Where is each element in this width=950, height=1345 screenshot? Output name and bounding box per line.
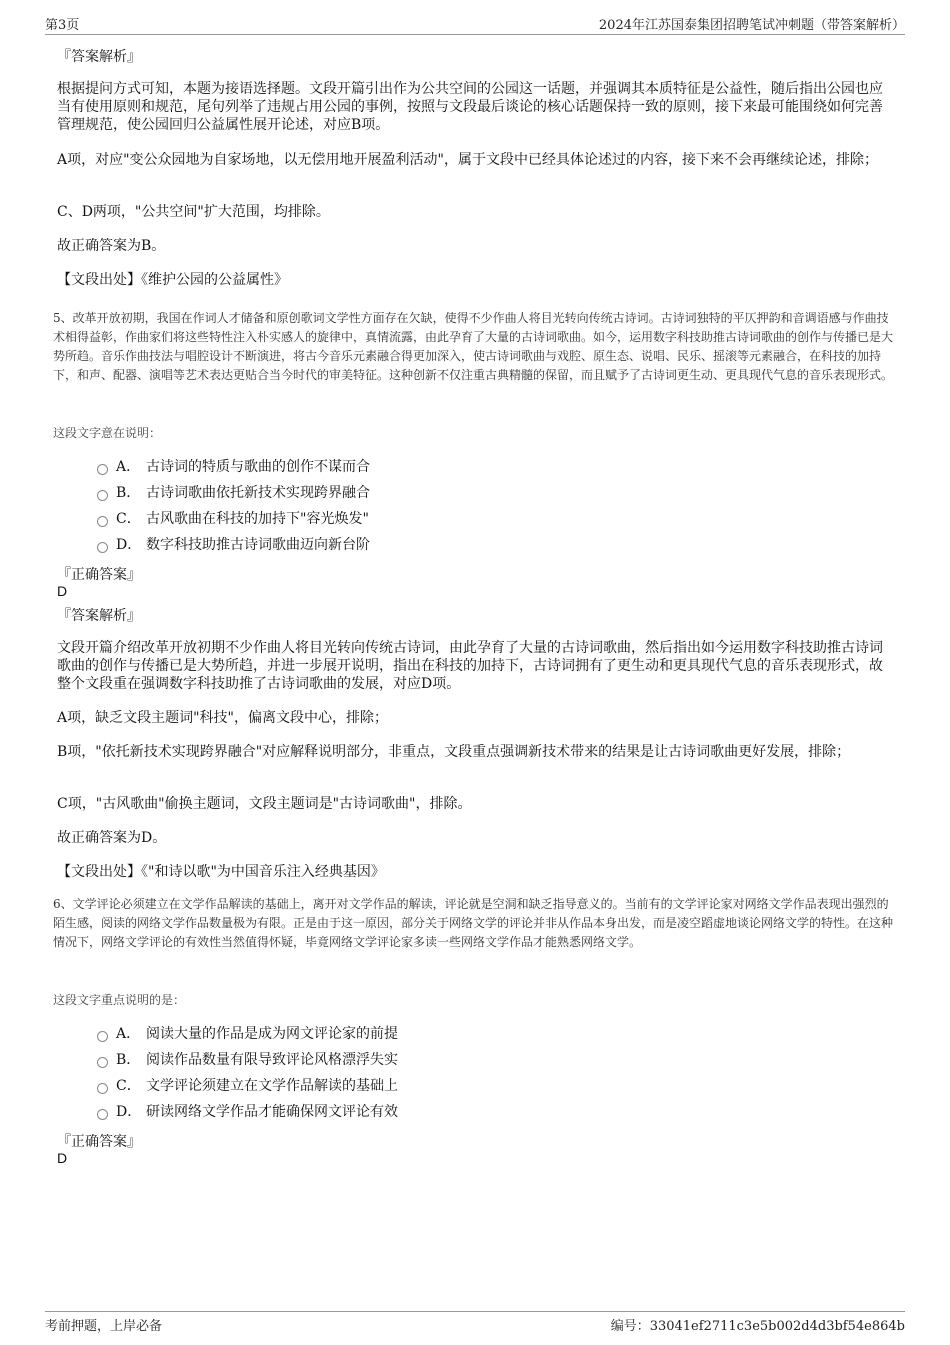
- document-title: 2024年江苏国泰集团招聘笔试冲刺题（带答案解析）: [598, 18, 905, 33]
- option-letter: C．: [116, 511, 141, 527]
- option-text: 古诗词的特质与歌曲的创作不谋而合: [146, 459, 370, 475]
- radio-button[interactable]: [97, 1109, 108, 1120]
- option-letter: A．: [116, 459, 141, 475]
- radio-button[interactable]: [97, 1083, 108, 1094]
- q6-option-b[interactable]: [97, 1050, 398, 1070]
- q5-option-d[interactable]: [97, 535, 370, 555]
- q4-analysis-option-cd: C、D两项，"公共空间"扩大范围，均排除。: [57, 204, 330, 220]
- option-text: 阅读作品数量有限导致评论风格漂浮失实: [146, 1052, 398, 1068]
- q6-option-a[interactable]: [97, 1024, 398, 1044]
- q5-analysis-label: 『答案解析』: [57, 608, 141, 624]
- option-letter: A．: [116, 1026, 141, 1042]
- option-text: 数字科技助推古诗词歌曲迈向新台阶: [146, 537, 370, 553]
- q5-analysis-option-a: A项，缺乏文段主题词"科技"，偏离文段中心，排除；: [57, 710, 388, 726]
- q4-source: 【文段出处】《维护公园的公益属性》: [57, 272, 288, 288]
- q5-source: 【文段出处】《"和诗以歌"为中国音乐注入经典基因》: [57, 864, 385, 880]
- radio-button[interactable]: [97, 542, 108, 553]
- q5-option-c[interactable]: [97, 509, 369, 529]
- q5-option-a[interactable]: [97, 457, 370, 477]
- document-code: 编号：33041ef2711c3e5b002d4d3bf54e864b: [610, 1319, 905, 1334]
- q5-stem: 5、改革开放初期，我国在作词人才储备和原创歌词文学性方面存在欠缺，使得不少作曲人将目光转向传统古诗词。古诗词独特的平仄押韵和音调语感与作曲技术相得益彰，作曲家们将这些特性注入朴实感人的旋律中，真情流露，由此孕育了大量的古诗词歌曲。如今，运用数字科技助推古诗词歌曲的创作与传播已是大势所趋。音乐作曲技法与唱腔设计不断演进，将古今音乐元素融合得更加深入，使古诗词歌曲与戏腔、原生态、说唱、民乐、摇滚等元素融合，在科技的加持下，和声、配器、演唱等艺术表达更贴合当今时代的审美特征。这种创新不仅注重古典精髓的保留，而且赋予了古诗词更生动、更具现代气息的音乐表现形式。: [53, 311, 894, 382]
- option-text: 古风歌曲在科技的加持下"容光焕发": [146, 511, 369, 527]
- q6-option-c[interactable]: [97, 1076, 398, 1096]
- option-letter: B．: [116, 1052, 141, 1068]
- q6-stem: 6、文学评论必须建立在文学作品解读的基础上，离开对文学作品的解读，评论就是空洞和缺乏指导意义的。当前有的文学评论家对网络文学作品表现出强烈的陌生感，阅读的网络文学作品数量极为有限。正是由于这一原因，部分关于网络文学的评论并非从作品本身出发，而是凌空蹈虚地谈论网络文学的特性。在这种情况下，网络文学评论的有效性当然值得怀疑，毕竟网络文学评论家多读一些网络文学作品才能熟悉网络文学。: [53, 897, 894, 949]
- radio-button[interactable]: [97, 516, 108, 527]
- q5-answer-label: 『正确答案』: [57, 567, 141, 583]
- q6-option-d[interactable]: [97, 1102, 398, 1122]
- q5-analysis-paragraph: 文段开篇介绍改革开放初期不少作曲人将目光转向传统古诗词，由此孕育了大量的古诗词歌曲，然后指出如今运用数字科技助推古诗词歌曲的创作与传播已是大势所趋，并进一步展开说明，指出在科技的加持下，古诗词拥有了更生动和更具现代气息的音乐表现形式，故整个文段重在强调数字科技助推了古诗词歌曲的发展，对应D项。: [57, 640, 883, 692]
- q6-answer: D: [57, 1150, 68, 1166]
- q5-prompt: 这段文字意在说明：: [53, 426, 162, 440]
- radio-button[interactable]: [97, 1057, 108, 1068]
- q4-conclusion: 故正确答案为B。: [57, 238, 166, 254]
- option-text: 文学评论须建立在文学作品解读的基础上: [146, 1078, 398, 1094]
- q5-analysis-option-b: B项，"依托新技术实现跨界融合"对应解释说明部分，非重点，文段重点强调新技术带来的结果是让古诗词歌曲更好发展，排除；: [57, 744, 851, 760]
- option-letter: D．: [116, 537, 142, 553]
- option-text: 阅读大量的作品是成为网文评论家的前提: [146, 1026, 398, 1042]
- option-text: 古诗词歌曲依托新技术实现跨界融合: [146, 485, 370, 501]
- radio-button[interactable]: [97, 464, 108, 475]
- q5-conclusion: 故正确答案为D。: [57, 830, 167, 846]
- option-letter: C．: [116, 1078, 141, 1094]
- option-letter: B．: [116, 485, 141, 501]
- q5-answer: D: [57, 583, 68, 599]
- option-text: 研读网络文学作品才能确保网文评论有效: [146, 1104, 398, 1120]
- radio-button[interactable]: [97, 490, 108, 501]
- q4-analysis-label: 『答案解析』: [57, 49, 141, 65]
- q5-option-b[interactable]: [97, 483, 370, 503]
- radio-button[interactable]: [97, 1031, 108, 1042]
- q6-answer-label: 『正确答案』: [57, 1134, 141, 1150]
- footer-slogan: 考前押题，上岸必备: [45, 1319, 163, 1334]
- q4-analysis-option-a: A项，对应"变公众园地为自家场地，以无偿用地开展盈利活动"，属于文段中已经具体论述过的内容，接下来不会再继续论述，排除；: [57, 152, 878, 168]
- page-header: [45, 14, 905, 35]
- option-letter: D．: [116, 1104, 142, 1120]
- page-footer: [45, 1311, 905, 1334]
- q6-prompt: 这段文字重点说明的是：: [53, 993, 186, 1007]
- q5-analysis-option-c: C项，"古风歌曲"偷换主题词，文段主题词是"古诗词歌曲"，排除。: [57, 796, 472, 812]
- q4-analysis-paragraph: 根据提问方式可知，本题为接语选择题。文段开篇引出作为公共空间的公园这一话题，并强调其本质特征是公益性，随后指出公园也应当有使用原则和规范，尾句列举了违规占用公园的事例，按照与文段最后谈论的核心话题保持一致的原则，接下来最可能围绕如何完善管理规范，使公园回归公益属性展开论述，对应B项。: [57, 81, 883, 133]
- page-number: 第3页: [45, 18, 80, 33]
